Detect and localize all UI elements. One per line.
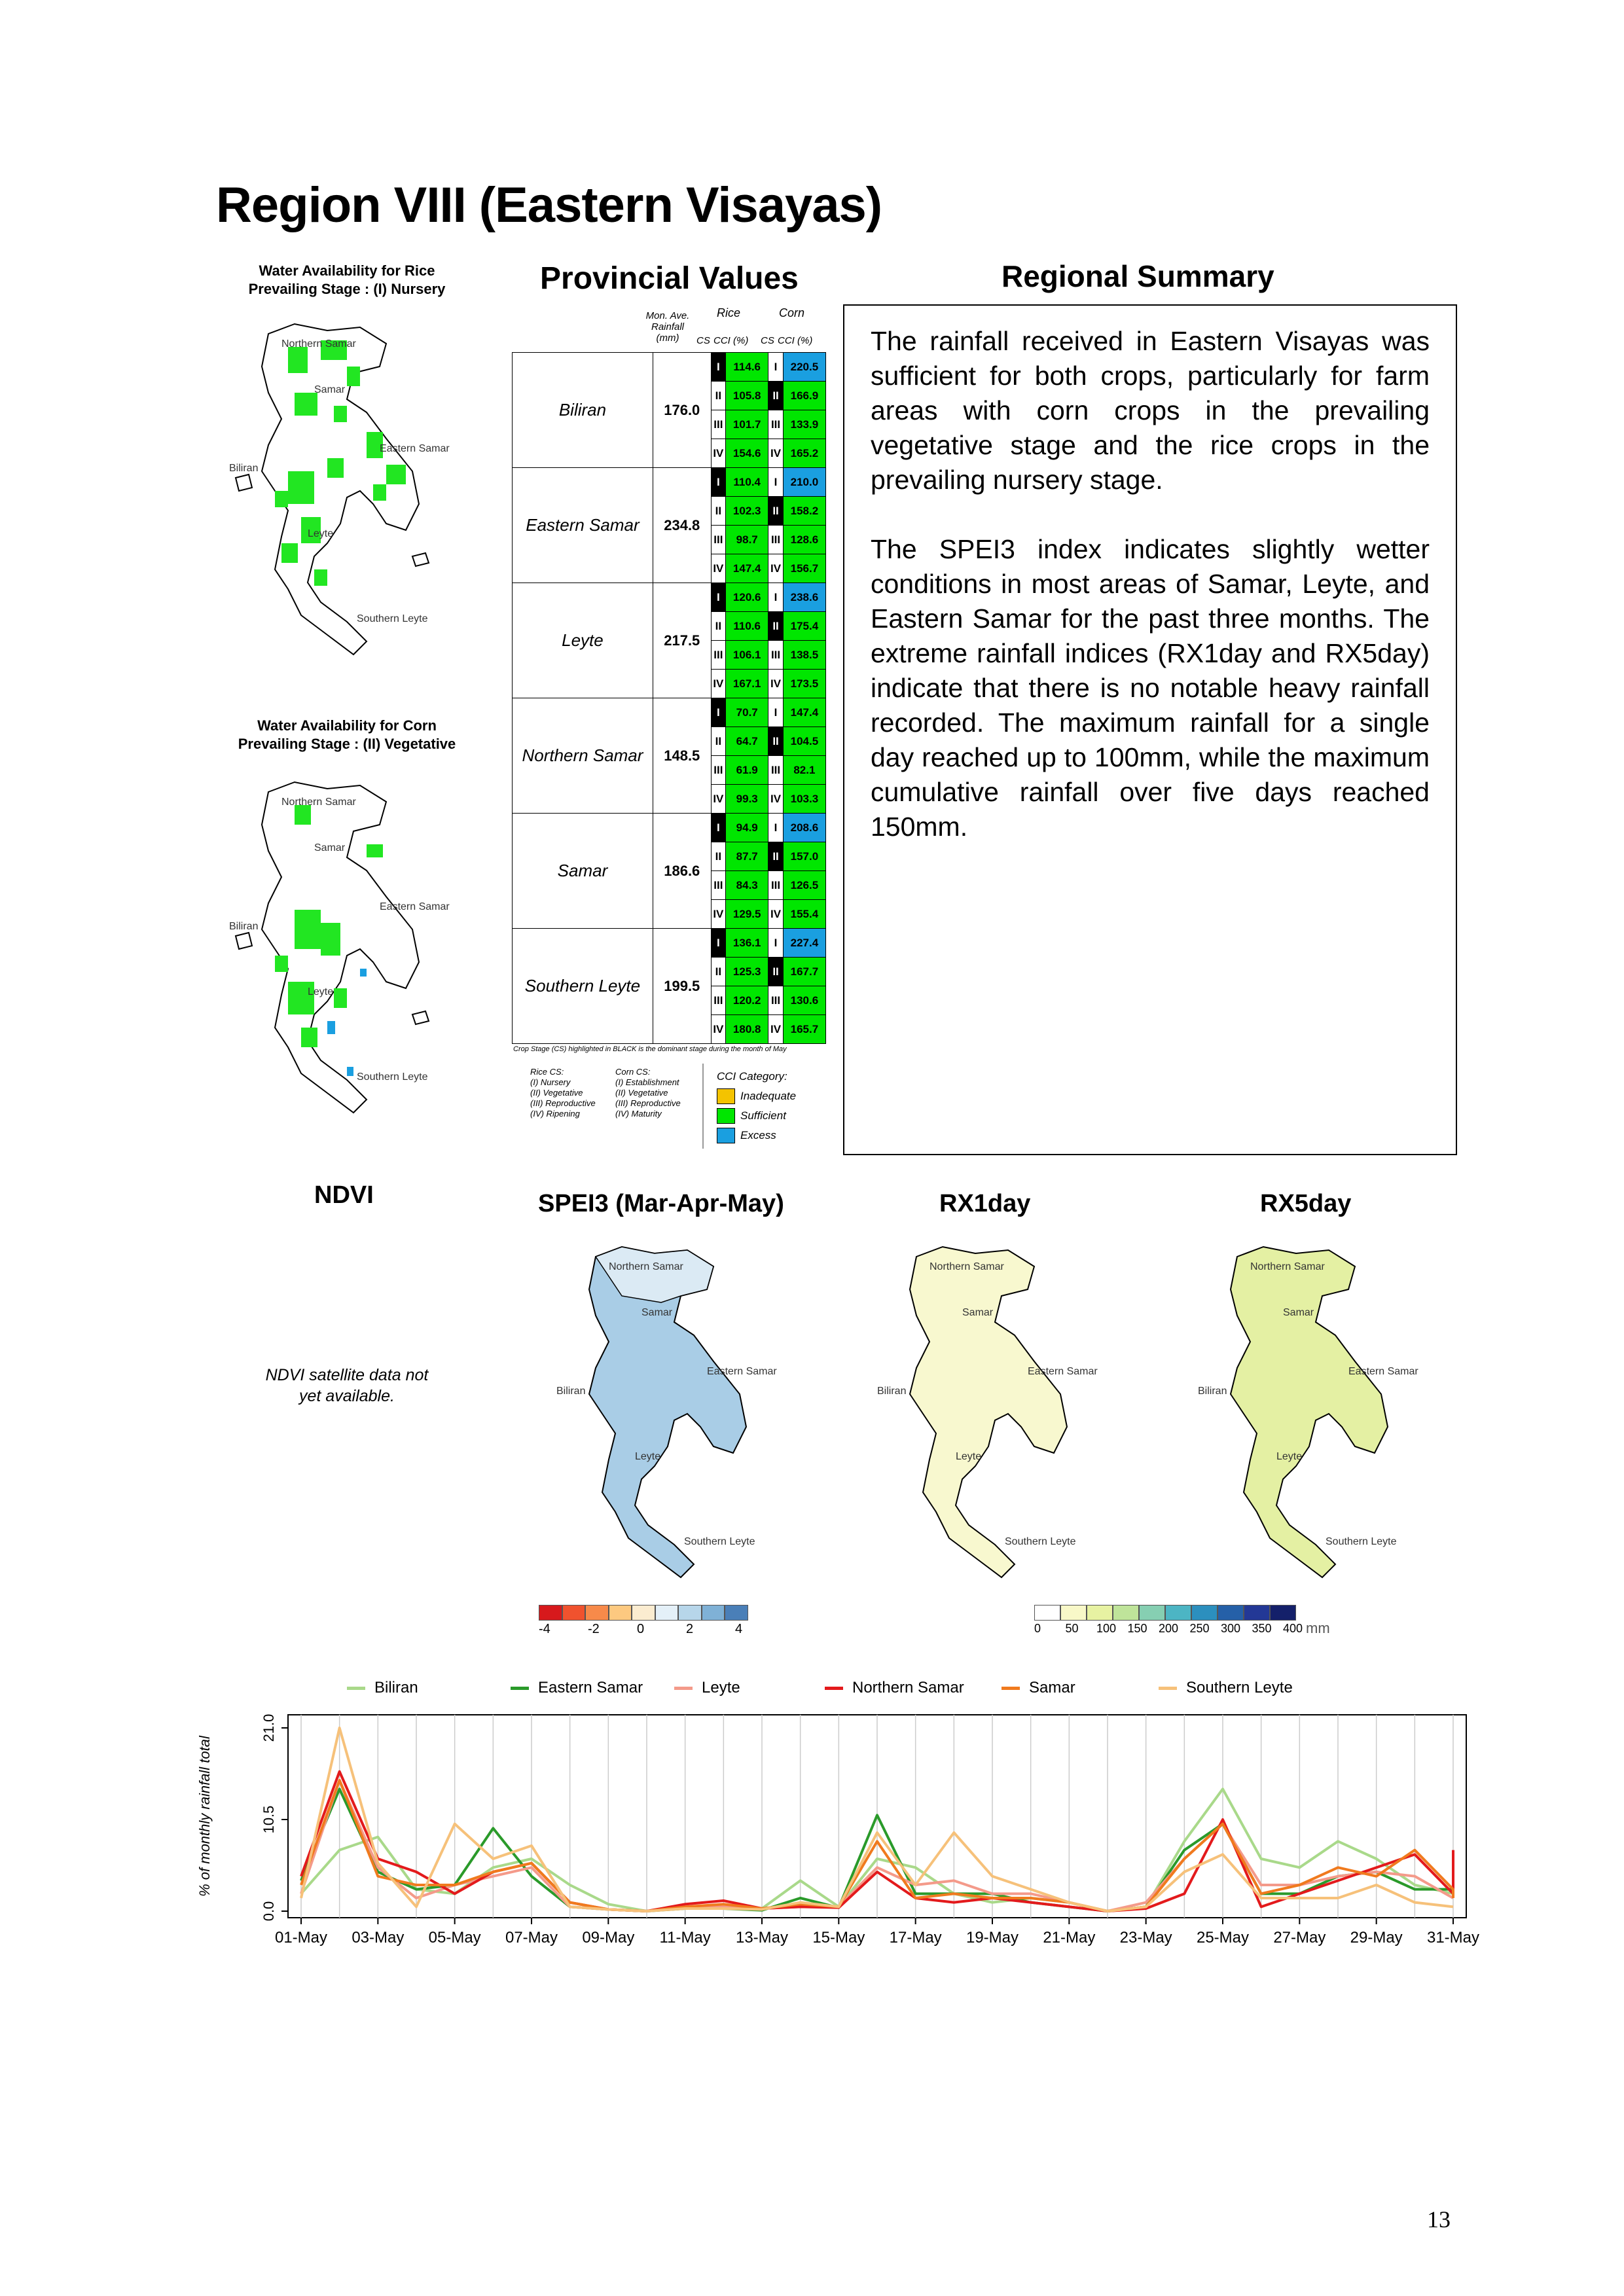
rice-crop-stage: III — [711, 641, 725, 670]
corn-cci-value: 156.7 — [783, 554, 825, 583]
province-name: Leyte — [513, 583, 653, 698]
corn-crop-stage: I — [768, 929, 783, 958]
table-header-unit: (mm) — [656, 332, 679, 344]
corn-cci-value: 157.0 — [783, 842, 825, 871]
corn-map-label-biliran: Biliran — [229, 921, 259, 932]
rice-crop-stage: II — [711, 727, 725, 756]
corn-cci-value: 82.1 — [783, 756, 825, 785]
corn-cci-value: 133.9 — [783, 410, 825, 439]
corn-cci-value: 227.4 — [783, 929, 825, 958]
chart-x-tick-label: 27-May — [1273, 1929, 1326, 1946]
province-name: Biliran — [513, 353, 653, 468]
rx-colorbar-tick: 200 — [1159, 1622, 1179, 1635]
corn-crop-stage: II — [768, 958, 783, 986]
rx-colorbar — [1034, 1605, 1303, 1638]
regional-summary-heading: Regional Summary — [1001, 259, 1274, 293]
rice-cci-value: 105.8 — [726, 382, 768, 410]
spei-map-label-eastern-samar: Eastern Samar — [707, 1366, 777, 1377]
spei-map-label-leyte: Leyte — [635, 1451, 661, 1462]
ndvi-heading: NDVI — [314, 1181, 374, 1209]
rice-cci-value: 84.3 — [726, 871, 768, 900]
legend-item — [825, 1679, 964, 1697]
corn-cci-value: 210.0 — [783, 468, 825, 497]
chart-x-tick-label: 15-May — [812, 1929, 865, 1946]
spei-heading: SPEI3 (Mar-Apr-May) — [538, 1190, 784, 1217]
rx-colorbar-swatches — [1034, 1605, 1296, 1621]
spei-colorbar-swatch — [632, 1605, 655, 1621]
rx-colorbar-swatch — [1113, 1605, 1139, 1621]
rice-crop-stage: III — [711, 410, 725, 439]
spei-colorbar-tick: -2 — [588, 1622, 600, 1636]
rice-map-label-northern-samar: Northern Samar — [281, 338, 356, 350]
rice-crop-stage: I — [711, 814, 725, 842]
corn-crop-stage: II — [768, 842, 783, 871]
province-row — [513, 929, 826, 958]
spei-map — [543, 1230, 805, 1587]
province-name: Samar — [513, 814, 653, 929]
rx-colorbar-tick: 350 — [1252, 1622, 1272, 1635]
spei-colorbar-swatch — [539, 1605, 562, 1621]
rice-cci-value: 129.5 — [726, 900, 768, 929]
corn-cci-value: 155.4 — [783, 900, 825, 929]
rx1-map-label-southern-leyte: Southern Leyte — [1005, 1536, 1076, 1547]
province-rainfall: 199.5 — [653, 929, 711, 1044]
cci-legend-excess-label: Excess — [740, 1129, 776, 1141]
chart-x-tick-label: 09-May — [582, 1929, 635, 1946]
corn-map-label-leyte: Leyte — [308, 986, 334, 997]
rx1-map-label-leyte: Leyte — [956, 1451, 982, 1462]
chart-x-tick-label: 29-May — [1350, 1929, 1403, 1946]
corn-crop-stage: IV — [768, 785, 783, 814]
province-row — [513, 814, 826, 842]
rice-cs-legend-item: (II) Vegetative — [530, 1088, 583, 1098]
spei-map-label-northern-samar: Northern Samar — [609, 1261, 683, 1272]
rx5-map-label-southern-leyte: Southern Leyte — [1326, 1536, 1397, 1547]
rice-cci-value: 154.6 — [726, 439, 768, 468]
province-rainfall: 186.6 — [653, 814, 711, 929]
legend-label: Biliran — [374, 1679, 418, 1696]
spei-colorbar-swatch — [725, 1605, 748, 1621]
regional-summary-box — [843, 304, 1457, 1155]
legend-label: Eastern Samar — [538, 1679, 643, 1696]
legend-item — [674, 1679, 740, 1697]
rice-cci-value: 102.3 — [726, 497, 768, 526]
rice-map-caption-line1: Water Availability for Rice — [259, 262, 435, 279]
rx-colorbar-swatch — [1087, 1605, 1113, 1621]
summary-paragraph-2: The SPEI3 index indicates slightly wetter conditions in most areas of Samar, Leyte, and Eastern Samar for the past three months. The extreme rainfall indices (RX1day and RX5day) indicate that there is no notable heavy rainfall recorded. The maximum rainfall for a single day reached up to 100mm, while the maximum cumulative rainfall over five days reached 150mm. — [871, 534, 1430, 842]
chart-x-tick-label: 31-May — [1426, 1929, 1480, 1946]
table-header-corn-cs: CS — [761, 335, 774, 346]
chart-x-tick-label: 11-May — [659, 1929, 711, 1946]
table-header-corn-cci: CCI (%) — [778, 335, 813, 346]
legend-item — [511, 1679, 643, 1697]
inadequate-swatch — [717, 1088, 735, 1104]
rx1day-map — [864, 1230, 1126, 1587]
corn-cci-value: 104.5 — [783, 727, 825, 756]
rice-map-label-southern-leyte: Southern Leyte — [357, 613, 428, 624]
rx-colorbar-swatch — [1139, 1605, 1165, 1621]
rice-crop-stage: II — [711, 612, 725, 641]
spei-colorbar-ticks — [539, 1621, 748, 1638]
corn-crop-stage: III — [768, 871, 783, 900]
rx5-map-label-eastern-samar: Eastern Samar — [1348, 1366, 1418, 1377]
ndvi-note: NDVI satellite data not yet available. — [265, 1366, 429, 1405]
rice-crop-stage: III — [711, 986, 725, 1015]
legend-item — [347, 1679, 418, 1697]
corn-crop-stage: III — [768, 986, 783, 1015]
corn-map-label-southern-leyte: Southern Leyte — [357, 1071, 428, 1083]
rx-colorbar-tick: 300 — [1221, 1622, 1241, 1635]
corn-crop-stage: II — [768, 497, 783, 526]
rx1-map-label-biliran: Biliran — [877, 1386, 907, 1397]
corn-cs-legend-item: (IV) Maturity — [615, 1109, 662, 1119]
corn-map-label-samar: Samar — [314, 842, 346, 853]
rice-crop-stage: IV — [711, 439, 725, 468]
rx-colorbar-tick: 100 — [1096, 1622, 1117, 1635]
rice-map-caption — [216, 262, 478, 298]
chart-x-tick-label: 01-May — [274, 1929, 328, 1946]
rice-cs-legend — [530, 1067, 596, 1119]
chart-x-tick-label: 03-May — [352, 1929, 405, 1946]
rice-cci-value: 180.8 — [726, 1015, 768, 1044]
legend-swatch — [347, 1687, 365, 1690]
rice-crop-stage: I — [711, 698, 725, 727]
corn-map-caption-line1: Water Availability for Corn — [257, 717, 437, 734]
rice-crop-stage: IV — [711, 554, 725, 583]
rx1-map-label-northern-samar: Northern Samar — [929, 1261, 1004, 1272]
rice-crop-stage: IV — [711, 900, 725, 929]
legend-swatch — [1159, 1687, 1177, 1690]
legend-swatch — [511, 1687, 529, 1690]
corn-crop-stage: I — [768, 353, 783, 382]
corn-crop-stage: III — [768, 410, 783, 439]
rice-cci-value: 87.7 — [726, 842, 768, 871]
corn-map-caption — [216, 717, 478, 753]
corn-cci-value: 167.7 — [783, 958, 825, 986]
rice-cs-legend-item: (IV) Ripening — [530, 1109, 580, 1119]
corn-cci-value: 130.6 — [783, 986, 825, 1015]
rice-crop-stage: II — [711, 842, 725, 871]
rx-colorbar-swatch — [1191, 1605, 1218, 1621]
corn-cci-value: 173.5 — [783, 670, 825, 698]
spei-colorbar-swatches — [539, 1605, 748, 1621]
rx-colorbar-swatch — [1244, 1605, 1270, 1621]
rice-map-label-biliran: Biliran — [229, 463, 259, 474]
rice-crop-stage: IV — [711, 785, 725, 814]
spei-map-label-southern-leyte: Southern Leyte — [684, 1536, 755, 1547]
rx-colorbar-tick: 150 — [1127, 1622, 1147, 1635]
legend-label: Leyte — [702, 1679, 740, 1696]
chart-x-tick-label: 05-May — [428, 1929, 481, 1946]
rice-cci-value: 94.9 — [726, 814, 768, 842]
corn-crop-stage: IV — [768, 900, 783, 929]
rice-cs-legend-item: (I) Nursery — [530, 1077, 571, 1087]
rice-cci-value: 125.3 — [726, 958, 768, 986]
table-header-mon-ave: Mon. Ave. — [645, 310, 690, 321]
legend-label: Northern Samar — [852, 1679, 964, 1696]
legend-swatch — [674, 1687, 693, 1690]
spei-colorbar-tick: 4 — [735, 1622, 743, 1636]
rice-crop-stage: III — [711, 756, 725, 785]
table-header-rice-cci: CCI (%) — [713, 335, 749, 346]
rice-map-label-samar: Samar — [314, 384, 346, 395]
spei-colorbar-tick: 0 — [637, 1622, 645, 1636]
legend-swatch — [825, 1687, 843, 1690]
rice-cs-legend-title: Rice CS: — [530, 1067, 564, 1077]
province-name: Eastern Samar — [513, 468, 653, 583]
corn-cci-value: 220.5 — [783, 353, 825, 382]
table-footnote: Crop Stage (CS) highlighted in BLACK is the dominant stage during the month of May — [513, 1045, 787, 1053]
province-rainfall: 148.5 — [653, 698, 711, 814]
corn-cs-legend-item: (II) Vegetative — [615, 1088, 668, 1098]
rice-map-label-eastern-samar: Eastern Samar — [380, 443, 450, 454]
chart-legend — [347, 1679, 1394, 1705]
corn-crop-stage: II — [768, 727, 783, 756]
spei-map-label-samar: Samar — [641, 1307, 673, 1318]
cci-legend — [717, 1067, 796, 1145]
chart-y-axis-label: % of monthly rainfall total — [196, 1736, 213, 1897]
corn-cci-value: 165.2 — [783, 439, 825, 468]
corn-crop-stage: II — [768, 612, 783, 641]
rice-crop-stage: I — [711, 929, 725, 958]
rice-cci-value: 70.7 — [726, 698, 768, 727]
rice-cci-value: 110.6 — [726, 612, 768, 641]
corn-crop-stage: IV — [768, 439, 783, 468]
corn-cci-value: 147.4 — [783, 698, 825, 727]
cci-legend-inadequate-label: Inadequate — [740, 1090, 797, 1102]
corn-cci-value: 126.5 — [783, 871, 825, 900]
corn-water-map — [216, 766, 478, 1132]
rx-colorbar-swatch — [1165, 1605, 1191, 1621]
cci-legend-excess — [717, 1126, 796, 1145]
rice-crop-stage: I — [711, 583, 725, 612]
spei-colorbar-tick: -4 — [539, 1622, 550, 1636]
rice-crop-stage: I — [711, 468, 725, 497]
rx-colorbar-swatch — [1060, 1605, 1087, 1621]
chart-x-tick-label: 17-May — [889, 1929, 942, 1946]
chart-x-tick-label: 19-May — [965, 1929, 1019, 1946]
rice-water-map — [216, 308, 478, 674]
corn-crop-stage: III — [768, 526, 783, 554]
summary-paragraph-1: The rainfall received in Eastern Visayas was sufficient for both crops, particularly for farm areas with corn crops in the prevailing vegetative stage and the rice crops in the prevailing nursery stage. — [871, 326, 1430, 495]
corn-crop-stage: I — [768, 468, 783, 497]
corn-map-caption-line2: Prevailing Stage : (II) Vegetative — [238, 736, 456, 752]
table-header-rainfall-word: Rainfall — [651, 321, 685, 332]
province-rainfall: 234.8 — [653, 468, 711, 583]
provincial-values-heading: Provincial Values — [540, 261, 799, 296]
rice-cci-value: 147.4 — [726, 554, 768, 583]
corn-crop-stage: I — [768, 698, 783, 727]
page-number: 13 — [1427, 2206, 1451, 2233]
province-row — [513, 698, 826, 727]
legend-swatch — [1001, 1687, 1020, 1690]
corn-crop-stage: IV — [768, 670, 783, 698]
spei-colorbar-swatch — [609, 1605, 632, 1621]
rx-colorbar-tick: 50 — [1065, 1622, 1079, 1635]
corn-cci-value: 165.7 — [783, 1015, 825, 1044]
rx-colorbar-ticks — [1034, 1621, 1303, 1638]
page-title: Region VIII (Eastern Visayas) — [216, 177, 882, 233]
province-row — [513, 353, 826, 382]
rx5day-map — [1185, 1230, 1447, 1587]
chart-x-tick-label: 23-May — [1119, 1929, 1172, 1946]
rice-crop-stage: III — [711, 526, 725, 554]
rice-cci-value: 98.7 — [726, 526, 768, 554]
corn-crop-stage: I — [768, 583, 783, 612]
rice-crop-stage: II — [711, 497, 725, 526]
rx5-map-label-leyte: Leyte — [1276, 1451, 1303, 1462]
corn-cs-legend-title: Corn CS: — [615, 1067, 651, 1077]
rice-cci-value: 136.1 — [726, 929, 768, 958]
table-header-corn: Corn — [779, 306, 805, 319]
rice-cci-value: 167.1 — [726, 670, 768, 698]
spei-colorbar — [539, 1605, 748, 1638]
province-name: Northern Samar — [513, 698, 653, 814]
rice-map-caption-line2: Prevailing Stage : (I) Nursery — [248, 281, 446, 297]
rx-colorbar-swatch — [1270, 1605, 1296, 1621]
province-rainfall: 176.0 — [653, 353, 711, 468]
province-row — [513, 468, 826, 497]
legend-label: Samar — [1029, 1679, 1075, 1696]
corn-crop-stage: IV — [768, 554, 783, 583]
rx5-map-label-biliran: Biliran — [1198, 1386, 1227, 1397]
corn-cci-value: 238.6 — [783, 583, 825, 612]
spei-map-label-biliran: Biliran — [556, 1386, 586, 1397]
corn-cci-value: 158.2 — [783, 497, 825, 526]
corn-cci-value: 103.3 — [783, 785, 825, 814]
rx1-map-label-eastern-samar: Eastern Samar — [1028, 1366, 1098, 1377]
table-header-rice: Rice — [717, 306, 741, 319]
corn-cci-value: 208.6 — [783, 814, 825, 842]
corn-cci-value: 166.9 — [783, 382, 825, 410]
corn-crop-stage: III — [768, 641, 783, 670]
rice-cci-value: 61.9 — [726, 756, 768, 785]
table-header-rice-cs: CS — [696, 335, 710, 346]
corn-cs-legend-item: (III) Reproductive — [615, 1098, 681, 1108]
chart-y-tick-label: 0.0 — [261, 1901, 277, 1922]
rice-crop-stage: III — [711, 871, 725, 900]
corn-cci-value: 138.5 — [783, 641, 825, 670]
legend-label: Southern Leyte — [1186, 1679, 1293, 1696]
chart-x-tick-label: 13-May — [735, 1929, 789, 1946]
corn-crop-stage: IV — [768, 1015, 783, 1044]
rice-cci-value: 101.7 — [726, 410, 768, 439]
rice-crop-stage: I — [711, 353, 725, 382]
rx1day-heading: RX1day — [939, 1190, 1031, 1217]
rx-colorbar-swatch — [1034, 1605, 1060, 1621]
rice-crop-stage: IV — [711, 1015, 725, 1044]
cci-legend-title: CCI Category: — [717, 1070, 787, 1083]
provincial-values-table — [512, 352, 826, 1044]
legend-divider — [702, 1064, 704, 1149]
cci-legend-inadequate — [717, 1086, 796, 1106]
legend-item — [1159, 1679, 1293, 1697]
rice-crop-stage: II — [711, 382, 725, 410]
daily-rainfall-chart — [190, 1712, 1480, 1964]
corn-cs-legend — [615, 1067, 681, 1119]
spei-colorbar-swatch — [655, 1605, 679, 1621]
rx1-map-label-samar: Samar — [962, 1307, 994, 1318]
rice-cci-value: 120.6 — [726, 583, 768, 612]
sufficient-swatch — [717, 1108, 735, 1124]
rx5day-heading: RX5day — [1260, 1190, 1352, 1217]
rice-map-label-leyte: Leyte — [308, 528, 334, 539]
corn-map-label-eastern-samar: Eastern Samar — [380, 901, 450, 912]
rice-cci-value: 106.1 — [726, 641, 768, 670]
corn-crop-stage: II — [768, 382, 783, 410]
rx-colorbar-swatch — [1218, 1605, 1244, 1621]
rx5-map-label-northern-samar: Northern Samar — [1250, 1261, 1325, 1272]
cci-legend-sufficient-label: Sufficient — [740, 1109, 786, 1122]
corn-cci-value: 175.4 — [783, 612, 825, 641]
cci-legend-sufficient — [717, 1106, 796, 1126]
province-name: Southern Leyte — [513, 929, 653, 1044]
rice-cci-value: 110.4 — [726, 468, 768, 497]
rice-cci-value: 64.7 — [726, 727, 768, 756]
province-rainfall: 217.5 — [653, 583, 711, 698]
rice-cci-value: 114.6 — [726, 353, 768, 382]
legend-item — [1001, 1679, 1075, 1697]
chart-x-tick-label: 25-May — [1196, 1929, 1250, 1946]
corn-map-label-northern-samar: Northern Samar — [281, 797, 356, 808]
rice-cci-value: 99.3 — [726, 785, 768, 814]
spei-colorbar-swatch — [702, 1605, 725, 1621]
table-header-rainfall — [645, 310, 691, 344]
corn-crop-stage: III — [768, 756, 783, 785]
chart-y-tick-label: 21.0 — [261, 1713, 277, 1742]
rx-colorbar-tick: 0 — [1034, 1622, 1041, 1635]
chart-x-tick-label: 07-May — [505, 1929, 558, 1946]
chart-x-tick-label: 21-May — [1043, 1929, 1096, 1946]
spei-colorbar-swatch — [585, 1605, 609, 1621]
rx-colorbar-tick: 400 — [1283, 1622, 1303, 1635]
rice-crop-stage: II — [711, 958, 725, 986]
spei-colorbar-swatch — [678, 1605, 702, 1621]
corn-crop-stage: I — [768, 814, 783, 842]
rx5-map-label-samar: Samar — [1283, 1307, 1314, 1318]
rice-cs-legend-item: (III) Reproductive — [530, 1098, 596, 1108]
corn-cs-legend-item: (I) Establishment — [615, 1077, 679, 1087]
province-row — [513, 583, 826, 612]
rice-crop-stage: IV — [711, 670, 725, 698]
spei-colorbar-swatch — [562, 1605, 586, 1621]
rice-cci-value: 120.2 — [726, 986, 768, 1015]
chart-y-tick-label: 10.5 — [261, 1805, 277, 1834]
rx-colorbar-unit: mm — [1306, 1620, 1330, 1636]
spei-colorbar-tick: 2 — [686, 1622, 694, 1636]
corn-cci-value: 128.6 — [783, 526, 825, 554]
excess-swatch — [717, 1128, 735, 1143]
rx-colorbar-tick: 250 — [1189, 1622, 1210, 1635]
